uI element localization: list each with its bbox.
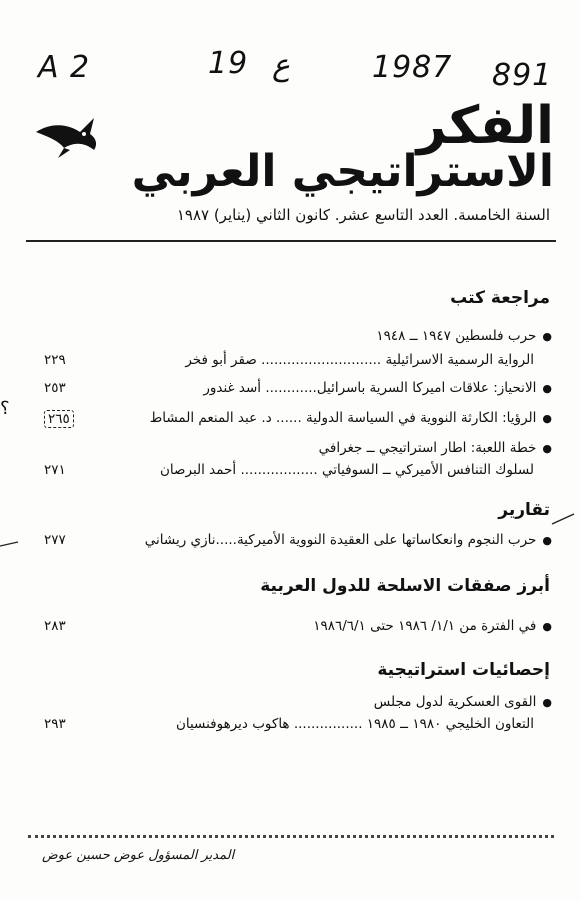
margin-question-mark: ؟ bbox=[0, 398, 10, 419]
entry-page: ٢٩٣ bbox=[44, 716, 66, 732]
entry-page: ٢٥٣ bbox=[44, 380, 66, 396]
entry-title: التعاون الخليجي ١٩٨٠ ــ ١٩٨٥ ................ هاكوب ديرهوفنسيان bbox=[175, 716, 534, 732]
handwritten-note-19: 19 bbox=[208, 46, 249, 81]
entry-title: الرواية الرسمية الاسرائيلية ............................ صقر أبو فخر bbox=[185, 352, 534, 368]
issue-line: السنة الخامسة. العدد التاسع عشر. كانون الثاني (يناير) ١٩٨٧ bbox=[176, 206, 550, 224]
section-title-reports: تقارير bbox=[498, 500, 550, 520]
footer-dotted-rule bbox=[28, 835, 554, 838]
entry-title: لسلوك التنافس الأميركي ــ السوفياتي .................. أحمد البرصان bbox=[160, 462, 534, 478]
entry-title: ● خطة اللعبة: اطار استراتيجي ــ جغرافي bbox=[319, 440, 552, 456]
section-title-reviews: مراجعة كتب bbox=[450, 288, 550, 308]
entry-title: ● القوى العسكرية لدول مجلس bbox=[374, 694, 552, 710]
entry-title: ● في الفترة من ١/١/ ١٩٨٦ حتى ١٩٨٦/٦/١ bbox=[313, 618, 552, 634]
entry-page: ٢٧٧ bbox=[44, 532, 66, 548]
handwritten-note-ain: ع bbox=[272, 48, 290, 83]
editor-signature: المدير المسؤول عوض حسين عوض bbox=[42, 848, 235, 863]
entry-title: ● الانحياز: علاقات اميركا السرية باسرائيل............ أسد غندور bbox=[203, 380, 552, 396]
pen-stroke-mark bbox=[550, 512, 576, 526]
entry-title: ● الرؤيا: الكارثة النووية في السياسة الدولية ...... د. عبد المنعم المشاط bbox=[150, 410, 552, 426]
masthead-line1: الفكر bbox=[416, 96, 554, 156]
masthead-line2: الاستراتيجي العربي bbox=[131, 146, 554, 197]
pen-stroke-mark bbox=[0, 540, 20, 552]
entry-title: ● حرب النجوم وانعكاساتها على العقيدة النووية الأميركية.....نازي ريشاني bbox=[145, 532, 552, 548]
handwritten-note-year: 1987 bbox=[372, 50, 453, 85]
handwritten-note-a2: A 2 bbox=[38, 50, 91, 85]
entry-page: ٢٢٩ bbox=[44, 352, 66, 368]
entry-title: ● حرب فلسطين ١٩٤٧ ــ ١٩٤٨ bbox=[376, 328, 552, 344]
section-title-arms-deals: أبرز صفقات الاسلحة للدول العربية bbox=[260, 576, 550, 596]
section-title-statistics: إحصائيات استراتيجية bbox=[377, 660, 550, 680]
entry-page: ٢٧١ bbox=[44, 462, 66, 478]
entry-page: ٢٨٣ bbox=[44, 618, 66, 634]
handwritten-note-891: 891 bbox=[492, 58, 553, 93]
bird-logo-icon bbox=[34, 112, 102, 160]
header-rule bbox=[26, 240, 556, 242]
entry-page-boxed: ٢٦٥ bbox=[44, 410, 74, 428]
